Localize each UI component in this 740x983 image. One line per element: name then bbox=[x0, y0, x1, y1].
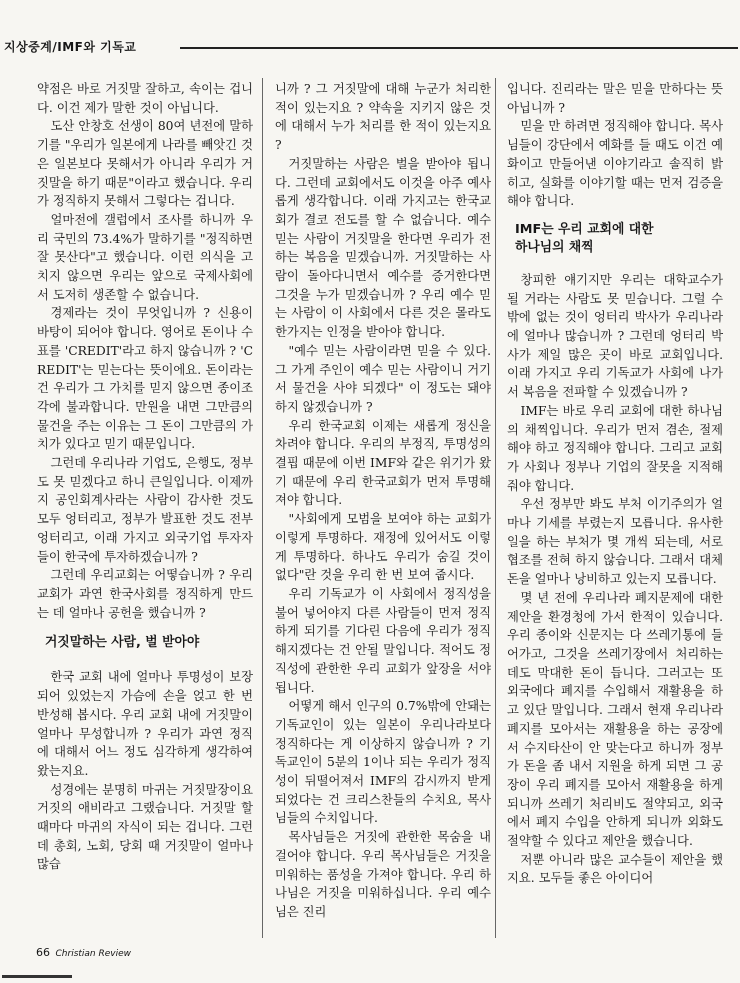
heading-line: 하나님의 채찍 bbox=[515, 239, 594, 255]
section-title: 지상중계/IMF와 기독교 bbox=[4, 40, 137, 54]
paragraph: 우선 정부만 봐도 부처 이기주의가 얼마나 기세를 부렸는지 모릅니다. 유사한 일을 하는 부처가 몇 개씩 되는데, 서로 협조를 전혀 하지 않습니다. 그래서 대체 돈을 얼마나 낭비하고 있는지 모릅니다. bbox=[507, 497, 723, 587]
paragraph: 우리 한국교회 이제는 새롭게 정신을 차려야 합니다. 우리의 부정직, 투명성의 결핍 때문에 이번 IMF와 같은 위기가 왔기 때문에 우리 한국교회가 먼저 투명해져야 합니다. bbox=[275, 418, 491, 508]
page-number: 66 bbox=[36, 946, 50, 959]
header-rule bbox=[180, 47, 738, 49]
paragraph: 도산 안창호 선생이 80여 년전에 말하기를 "우리가 일본에게 나라를 빼앗긴 것은 일본보다 못해서가 아니라 우리가 거짓말을 하기 때문"이라고 했습니다. 우리가 정직하지 못해서 그렇다는 겁니다. bbox=[37, 119, 253, 209]
running-header bbox=[0, 30, 740, 52]
column-divider bbox=[495, 78, 496, 938]
paragraph: "사회에게 모범을 보여야 하는 교회가 이렇게 투명하다. 재정에 있어서도 이렇게 투명하다. 하나도 우리가 숨길 것이 없다"란 것을 우리 한 번 보여 줍시다. bbox=[275, 512, 491, 583]
paragraph: 어떻게 해서 인구의 0.7%밖에 안돼는 기독교인이 있는 일본이 우리나라보다 정직하다는 게 이상하지 않습니까 ? 기독교인이 5분의 1이나 되는 우리가 정직성이 뒤떨어져서 IMF의 감시까지 받게 되었다는 건 크리스찬들의 수치요, 목사님들의 수치입니다. bbox=[275, 699, 491, 826]
column-divider bbox=[262, 78, 263, 938]
section-heading bbox=[515, 221, 723, 257]
paragraph: 얼마전에 갤럽에서 조사를 하니까 우리 국민의 73.4%가 말하기를 "정직하면 잘 못산다"고 했습니다. 이런 의식을 고치지 않으면 우리는 앞으로 국제사회에서 도저히 생존할 수 없습니다. bbox=[37, 212, 253, 302]
paragraph: 저뿐 아니라 많은 교수들이 제안을 했지요. 모두들 좋은 아이디어 bbox=[507, 852, 723, 886]
text-column-1 bbox=[37, 80, 253, 930]
page-footer bbox=[36, 946, 131, 959]
paragraph: 몇 년 전에 우리나라 폐지문제에 대한 제안을 환경청에 가서 한적이 있습니다. 우리 종이와 신문지는 다 쓰레기통에 들어가고, 그것을 쓰레기장에서 처리하는 데도 막대한 돈이 듭니다. 그러고는 또 외국에다 폐지를 수입해서 재활용을 하고 있단 말입니다. 그래서 현재 우리나라 폐지를 모아서는 재활용을 하는 공장에서 수지타산이 안 맞는다고 하니까 정부가 돈을 좀 내서 지원을 하게 되면 그 공장이 우리 폐지를 모아서 재활용을 하게 되니까 쓰레기 처리비도 절약되고, 외국에서 폐지 수입을 안하게 되니까 외화도 절약할 수 있다고 제안을 했습니다. bbox=[507, 590, 723, 849]
section-heading: 거짓말하는 사람, 벌 받아야 bbox=[45, 635, 200, 651]
paragraph: 믿을 만 하려면 정직해야 합니다. 목사님들이 강단에서 예화를 들 때도 이건 예화이고 만들어낸 이야기라고 솔직히 밝히고, 실화를 이야기할 때는 먼저 검증을 해야 합니다. bbox=[507, 119, 723, 209]
text-column-2 bbox=[275, 80, 491, 930]
text-column-3 bbox=[507, 80, 723, 930]
paragraph: 약점은 바로 거짓말 잘하고, 속이는 겁니다. 이건 제가 말한 것이 아닙니다. bbox=[37, 82, 253, 115]
paragraph: "예수 믿는 사람이라면 믿을 수 있다. 그 가게 주인이 예수 믿는 사람이니 거기서 물건을 사야 되겠다" 이 정도는 돼야하지 않겠습니까 ? bbox=[275, 343, 491, 414]
corner-mark bbox=[2, 975, 72, 978]
paragraph: IMF는 바로 우리 교회에 대한 하나님의 채찍입니다. 우리가 먼저 겸손, 절제해야 하고 정직해야 합니다. 그리고 교회가 사회나 정부나 기업의 잘못을 지적해줘야 합니다. bbox=[507, 403, 723, 493]
paragraph: 경제라는 것이 무엇입니까 ? 신용이 바탕이 되어야 합니다. 영어로 돈이나 수표를 'CREDIT'라고 하지 않습니까 ? 'CREDIT'는 믿는다는 뜻이에요. 돈이라는 건 우리가 그 가치를 믿지 않으면 종이조각에 불과합니다. 만원을 내면 그만큼의 물건을 주는 이유는 그 돈이 그만큼의 가치가 있다고 믿기 때문입니다. bbox=[37, 306, 253, 452]
paragraph: 창피한 얘기지만 우리는 대학교수가 될 거라는 사람도 못 믿습니다. 그럴 수밖에 없는 것이 엉터리 박사가 우리나라에 얼마나 많습니까 ? 그런데 엉터리 박사가 제일 많은 곳이 바로 교회입니다. 이래 가지고 우리 기독교가 사회에 나가서 복음을 전파할 수 있겠습니까 ? bbox=[507, 272, 723, 400]
paragraph: 성경에는 분명히 마귀는 거짓말장이요 거짓의 애비라고 그랬습니다. 거짓말 할 때마다 마귀의 자식이 되는 겁니다. 그런데 총회, 노회, 당회 때 거짓말이 얼마나 많습 bbox=[37, 782, 253, 872]
paragraph: 그런데 우리교회는 어떻습니까 ? 우리 교회가 과연 한국사회를 정직하게 만드는 데 얼마나 공헌을 했습니까 ? bbox=[37, 568, 253, 620]
magazine-name: Christian Review bbox=[55, 949, 132, 959]
paragraph: 한국 교회 내에 얼마나 투명성이 보장되어 있었는지 가슴에 손을 얹고 한 번 반성해 봅시다. 우리 교회 내에 거짓말이 얼마나 무성합니까 ? 우리가 과연 정직에 대해서 어느 정도 심각하게 생각하여 왔는지요. bbox=[37, 670, 253, 778]
heading-line: IMF는 우리 교회에 대한 bbox=[515, 221, 654, 237]
paragraph: 목사님들은 거짓에 관한한 목숨을 내걸어야 합니다. 우리 목사님들은 거짓을 미워하는 품성을 가져야 합니다. 우리 하나님은 거짓을 미워하십니다. 우리 예수님은 진리 bbox=[275, 830, 491, 919]
paragraph: 니까 ? 그 거짓말에 대해 누군가 처리한 적이 있는지요 ? 약속을 지키지 않은 것에 대해서 누가 처리를 한 적이 있는지요 ? bbox=[275, 82, 491, 153]
paragraph: 우리 기독교가 이 사회에서 정직성을 불어 넣어야지 다른 사람들이 먼저 정직하게 되기를 기다린 다음에 우리가 정직해지겠다는 건 안될 말입니다. 적어도 정직성에 관한한 우리 교회가 앞장을 서야 됩니다. bbox=[275, 586, 491, 695]
paragraph: 입니다. 진리라는 말은 믿을 만하다는 뜻 아닙니까 ? bbox=[507, 82, 723, 115]
paragraph: 그런데 우리나라 기업도, 은행도, 정부도 못 믿겠다고 하니 큰일입니다. 이제까지 공인회계사라는 사람이 감사한 것도 모두 엉터리고, 정부가 발표한 것도 전부 엉터리고, 이래 가지고 외국기업 투자자들이 한국에 투자하겠습니까 ? bbox=[37, 456, 253, 564]
paragraph: 거짓말하는 사람은 벌을 받아야 됩니다. 그런데 교회에서도 이것을 아주 예사롭게 생각합니다. 이래 가지고는 한국교회가 결코 전도를 할 수 없습니다. 예수 믿는 사람이 거짓말을 한다면 우리가 전하는 복음을 믿겠습니까. 거짓말하는 사람이 돌아다니면서 예수를 증거한다면 그것을 누가 믿겠습니까 ? 우리 예수 믿는 사람이 이 사회에서 다른 것은 몰라도 한가지는 인정을 받아야 합니다. bbox=[275, 156, 491, 340]
